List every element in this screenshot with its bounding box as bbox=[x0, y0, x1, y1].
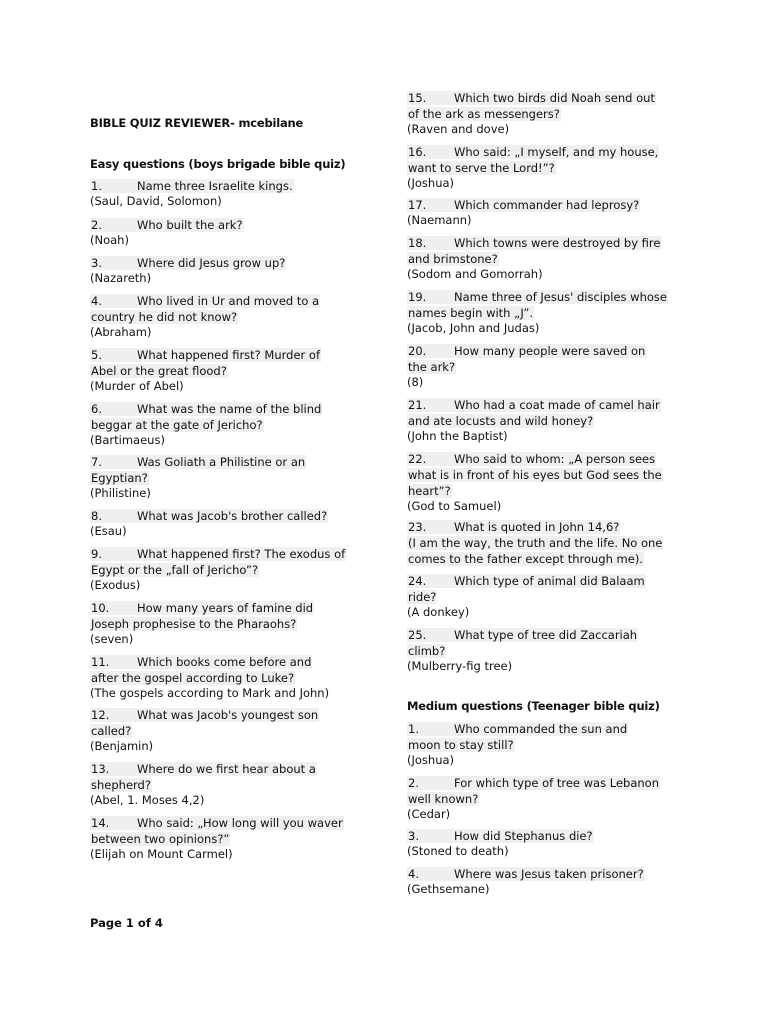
question-text-continued: Joseph prophesise to the Pharaohs? bbox=[91, 617, 297, 631]
question-text-continued: names begin with „J”. bbox=[408, 306, 534, 320]
question-number: 6. bbox=[91, 402, 102, 416]
question-number: 1. bbox=[408, 722, 419, 736]
answer-text: (Nazareth) bbox=[90, 271, 152, 285]
question-text: 22. Who said to whom: „A person sees bbox=[408, 452, 656, 466]
question-number: 18. bbox=[408, 236, 427, 250]
answer-text: (Stoned to death) bbox=[407, 844, 509, 858]
question-item bbox=[407, 144, 687, 191]
question-number: 16. bbox=[408, 145, 427, 159]
answer-text: (Elijah on Mount Carmel) bbox=[90, 847, 233, 861]
question-number: 1. bbox=[91, 179, 102, 193]
question-text-continued: beggar at the gate of Jericho? bbox=[91, 418, 263, 432]
question-item bbox=[407, 451, 687, 514]
question-text: 16. Who said: „I myself, and my house, bbox=[408, 145, 659, 159]
answer-text: (Esau) bbox=[90, 524, 127, 538]
question-number: 3. bbox=[91, 256, 102, 270]
question-text-continued: heart”? bbox=[408, 484, 451, 498]
question-item bbox=[407, 235, 687, 282]
answer-text: (Exodus) bbox=[90, 578, 141, 592]
question-text: 18. Which towns were destroyed by fire bbox=[408, 236, 661, 250]
question-text-continued: between two opinions?” bbox=[91, 832, 230, 846]
question-item bbox=[90, 815, 362, 862]
question-item bbox=[90, 707, 362, 754]
question-text-continued: called? bbox=[91, 724, 132, 738]
question-number: 13. bbox=[91, 762, 110, 776]
answer-text: (Cedar) bbox=[407, 807, 451, 821]
answer-text: (Bartimaeus) bbox=[90, 433, 165, 447]
answer-text: (Sodom and Gomorrah) bbox=[407, 267, 543, 281]
question-text-continued: well known? bbox=[408, 792, 479, 806]
answer-text: (Abel, 1. Moses 4,2) bbox=[90, 793, 205, 807]
answer-text: (Abraham) bbox=[90, 325, 152, 339]
question-text-continued: Egyptian? bbox=[91, 471, 148, 485]
question-number: 4. bbox=[408, 867, 419, 881]
answer-text: (Murder of Abel) bbox=[90, 379, 184, 393]
question-text: 13. Where do we first hear about a bbox=[91, 762, 316, 776]
question-text: 21. Who had a coat made of camel hair bbox=[408, 398, 660, 412]
question-item bbox=[407, 397, 687, 444]
question-number: 4. bbox=[91, 294, 102, 308]
question-item bbox=[90, 401, 362, 448]
answer-text: (Saul, David, Solomon) bbox=[90, 194, 222, 208]
question-text: 17. Which commander had leprosy? bbox=[408, 198, 640, 212]
question-text: 2. For which type of tree was Lebanon bbox=[408, 776, 659, 790]
question-text-continued: what is in front of his eyes but God sees the bbox=[408, 468, 662, 482]
question-number: 25. bbox=[408, 628, 427, 642]
answer-text: (Raven and dove) bbox=[407, 122, 510, 136]
answer-text: (seven) bbox=[90, 632, 134, 646]
question-item bbox=[90, 178, 362, 209]
question-text: 11. Which books come before and bbox=[91, 655, 312, 669]
question-item bbox=[90, 255, 362, 286]
question-text: 6. What was the name of the blind bbox=[91, 402, 322, 416]
answer-text: (8) bbox=[407, 375, 424, 389]
question-number: 15. bbox=[408, 91, 427, 105]
question-text: 19. Name three of Jesus' disciples whose bbox=[408, 290, 667, 304]
medium-section-heading: Medium questions (Teenager bible quiz) bbox=[407, 699, 660, 713]
question-text-continued: climb? bbox=[408, 644, 446, 658]
question-item bbox=[407, 197, 687, 228]
question-text: 23. What is quoted in John 14,6? bbox=[408, 520, 620, 534]
question-text-continued: after the gospel according to Luke? bbox=[91, 671, 295, 685]
question-text: 8. What was Jacob's brother called? bbox=[91, 509, 328, 523]
question-number: 7. bbox=[91, 455, 102, 469]
question-item bbox=[90, 600, 362, 647]
question-number: 11. bbox=[91, 655, 110, 669]
question-text: 3. Where did Jesus grow up? bbox=[91, 256, 286, 270]
question-text-continued: shepherd? bbox=[91, 778, 151, 792]
question-item bbox=[90, 217, 362, 248]
question-text: 12. What was Jacob's youngest son bbox=[91, 708, 319, 722]
question-number: 19. bbox=[408, 290, 427, 304]
question-item bbox=[90, 761, 362, 808]
answer-text: (Benjamin) bbox=[90, 739, 154, 753]
answer-text: (A donkey) bbox=[407, 605, 470, 619]
question-number: 9. bbox=[91, 547, 102, 561]
page-footer: Page 1 of 4 bbox=[90, 916, 163, 930]
question-text-continued: comes to the father except through me). bbox=[408, 552, 643, 566]
question-text-continued: and brimstone? bbox=[408, 252, 498, 266]
question-item bbox=[407, 775, 687, 822]
answer-text: (Joshua) bbox=[407, 176, 455, 190]
answer-text: (Jacob, John and Judas) bbox=[407, 321, 540, 335]
question-text: 15. Which two birds did Noah send out bbox=[408, 91, 655, 105]
question-number: 5. bbox=[91, 348, 102, 362]
question-item bbox=[90, 293, 362, 340]
question-number: 8. bbox=[91, 509, 102, 523]
question-text: 2. Who built the ark? bbox=[91, 218, 243, 232]
question-text-continued: (I am the way, the truth and the life. No one bbox=[408, 536, 663, 550]
question-item bbox=[90, 454, 362, 501]
answer-text: (John the Baptist) bbox=[407, 429, 508, 443]
question-text: 7. Was Goliath a Philistine or an bbox=[91, 455, 306, 469]
question-text-continued: Egypt or the „fall of Jericho”? bbox=[91, 563, 259, 577]
question-number: 20. bbox=[408, 344, 427, 358]
question-item bbox=[90, 508, 362, 539]
question-text-continued: Abel or the great flood? bbox=[91, 364, 227, 378]
question-number: 3. bbox=[408, 829, 419, 843]
question-text: 4. Who lived in Ur and moved to a bbox=[91, 294, 320, 308]
question-number: 2. bbox=[408, 776, 419, 790]
question-text: 5. What happened first? Murder of bbox=[91, 348, 321, 362]
answer-text: (Naemann) bbox=[407, 213, 472, 227]
question-text-continued: and ate locusts and wild honey? bbox=[408, 414, 594, 428]
question-text: 10. How many years of famine did bbox=[91, 601, 314, 615]
question-text: 3. How did Stephanus die? bbox=[408, 829, 593, 843]
question-text: 24. Which type of animal did Balaam bbox=[408, 574, 645, 588]
answer-text: (God to Samuel) bbox=[407, 499, 502, 513]
question-text: 1. Who commanded the sun and bbox=[408, 722, 628, 736]
answer-text: (Joshua) bbox=[407, 753, 455, 767]
question-text-continued: country he did not know? bbox=[91, 310, 238, 324]
question-number: 17. bbox=[408, 198, 427, 212]
question-text-continued: of the ark as messengers? bbox=[408, 107, 560, 121]
question-text: 9. What happened first? The exodus of bbox=[91, 547, 346, 561]
answer-text: (Philistine) bbox=[90, 486, 151, 500]
answer-text: (The gospels according to Mark and John) bbox=[90, 686, 330, 700]
question-number: 10. bbox=[91, 601, 110, 615]
question-text-continued: moon to stay still? bbox=[408, 738, 514, 752]
question-item bbox=[407, 573, 687, 620]
document-title: BIBLE QUIZ REVIEWER- mcebilane bbox=[90, 116, 304, 130]
question-item bbox=[90, 546, 362, 593]
question-number: 23. bbox=[408, 520, 427, 534]
answer-text: (Gethsemane) bbox=[407, 882, 490, 896]
question-item bbox=[407, 866, 687, 897]
question-item bbox=[407, 627, 687, 674]
question-text: 1. Name three Israelite kings. bbox=[91, 179, 293, 193]
answer-text: (Mulberry-fig tree) bbox=[407, 659, 513, 673]
question-item bbox=[407, 519, 687, 567]
question-item bbox=[407, 828, 687, 859]
easy-section-heading: Easy questions (boys brigade bible quiz) bbox=[90, 157, 346, 171]
question-item bbox=[90, 347, 362, 394]
question-text-continued: ride? bbox=[408, 590, 437, 604]
question-text-continued: want to serve the Lord!”? bbox=[408, 161, 555, 175]
question-text: 4. Where was Jesus taken prisoner? bbox=[408, 867, 644, 881]
question-number: 24. bbox=[408, 574, 427, 588]
question-item bbox=[407, 721, 687, 768]
question-text-continued: the ark? bbox=[408, 360, 456, 374]
question-item bbox=[90, 654, 362, 701]
question-text: 25. What type of tree did Zaccariah bbox=[408, 628, 638, 642]
question-number: 22. bbox=[408, 452, 427, 466]
answer-text: (Noah) bbox=[90, 233, 129, 247]
question-item bbox=[407, 343, 687, 390]
question-number: 12. bbox=[91, 708, 110, 722]
question-number: 14. bbox=[91, 816, 110, 830]
question-item bbox=[407, 90, 687, 137]
question-item bbox=[407, 289, 687, 336]
question-number: 21. bbox=[408, 398, 427, 412]
question-number: 2. bbox=[91, 218, 102, 232]
question-text: 20. How many people were saved on bbox=[408, 344, 646, 358]
question-text: 14. Who said: „How long will you waver bbox=[91, 816, 343, 830]
